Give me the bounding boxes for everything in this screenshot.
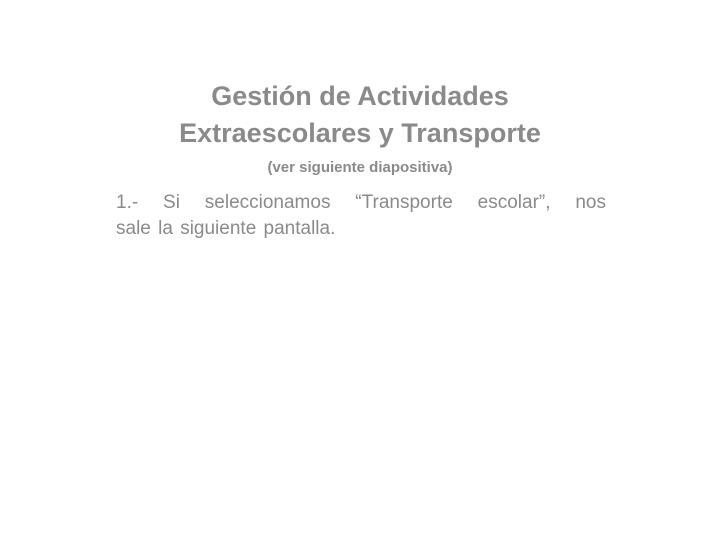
slide-body-text [116,190,606,242]
slide-subtitle: (ver siguiente diapositiva) [267,159,453,176]
slide-title-line-1: Gestión de Actividades [211,81,509,111]
body-text-line-1: 1.- Si seleccionamos “Transporte escolar”, nos [116,192,606,213]
slide-title-line-2: Extraescolares y Transporte [179,118,541,148]
body-text-line-2: sale la siguiente pantalla. [116,218,336,239]
slide-title [120,78,600,152]
